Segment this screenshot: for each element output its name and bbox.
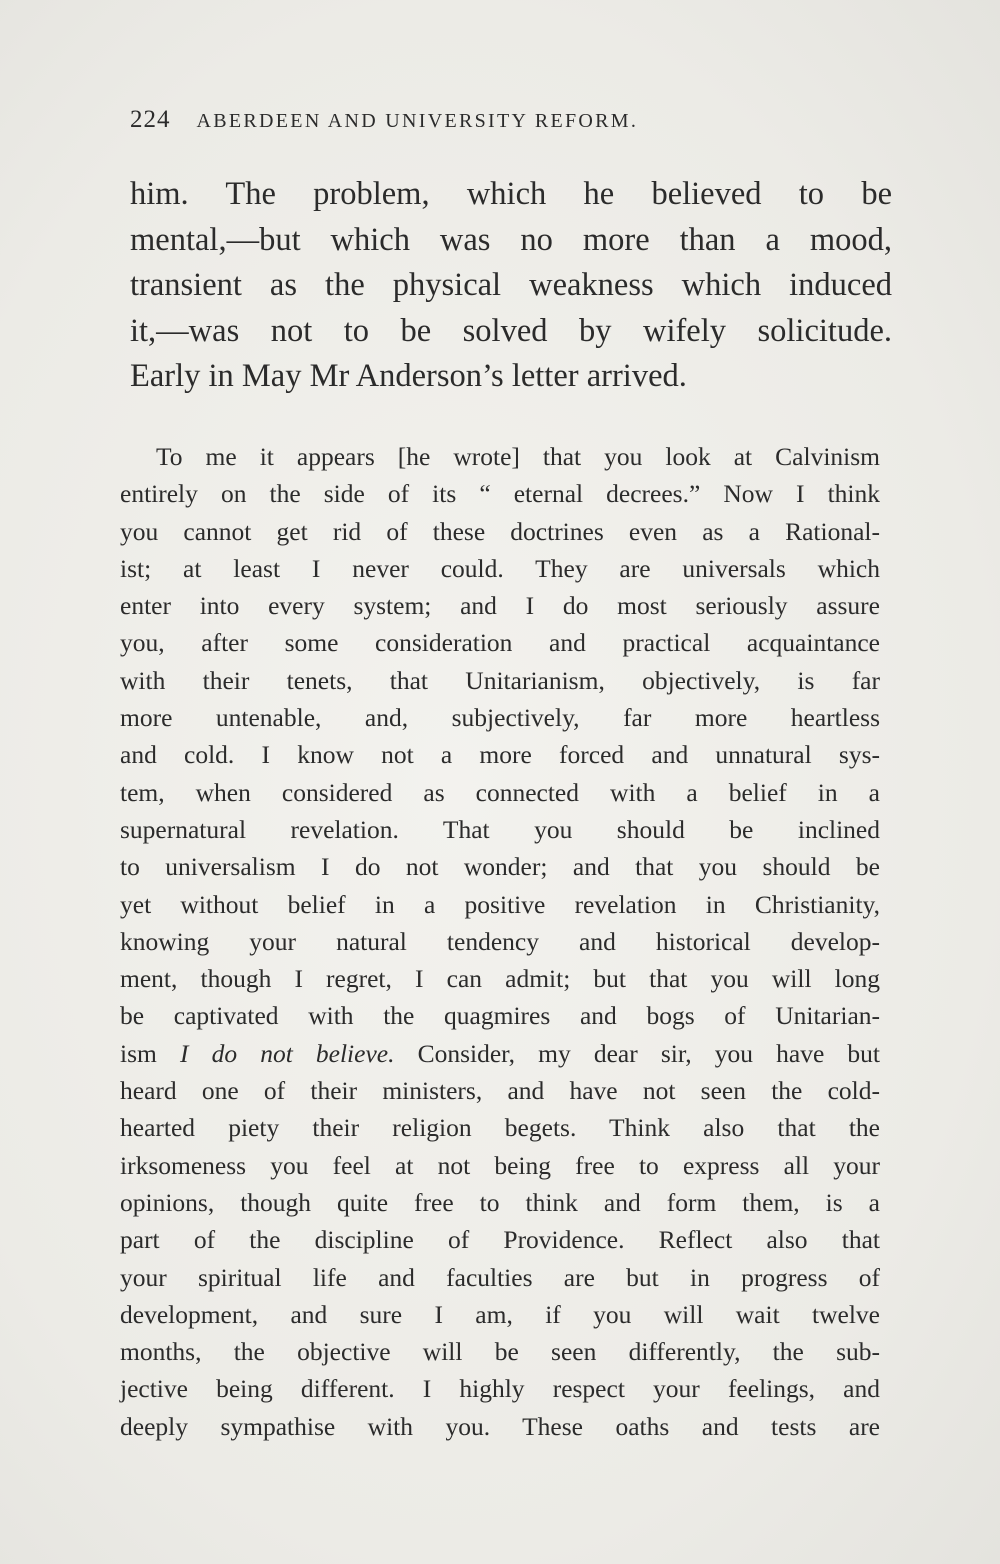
quote-line: more untenable, and, subjectively, far more heartless <box>120 703 880 733</box>
paragraph-line: Early in May Mr Anderson’s letter arrived. <box>130 358 687 394</box>
quote-line: supernatural revelation. That you should be inclined <box>120 814 880 844</box>
quote-line: enter into every system; and I do most seriously assure <box>120 591 880 621</box>
quote-line: months, the objective will be seen differently, the sub- <box>120 1337 880 1367</box>
quote-line: ment, though I regret, I can admit; but that you will long <box>120 964 880 994</box>
quote-line: jective being different. I highly respect your feelings, and <box>120 1374 880 1404</box>
quote-text: Consider, my dear sir, you have but <box>394 1038 881 1068</box>
quote-line: yet without belief in a positive revelation in Christianity, <box>120 889 880 919</box>
quote-line: heard one of their ministers, and have not seen the cold- <box>120 1076 880 1106</box>
quote-line: to universalism I do not wonder; and that you should be <box>120 852 880 882</box>
quote-line: you, after some consideration and practical acquaintance <box>120 628 880 658</box>
quote-line: part of the discipline of Providence. Reflect also that <box>120 1225 880 1255</box>
paragraph-line: transient as the physical weakness which induced <box>130 267 892 303</box>
quote-line: To me it appears [he wrote] that you look at Calvinism <box>156 442 880 471</box>
italic-emphasis: I do not believe. <box>179 1038 395 1068</box>
running-header <box>130 106 810 146</box>
quote-text: ism <box>120 1038 180 1068</box>
quote-line: and cold. I know not a more forced and unnatural sys- <box>120 740 880 770</box>
page-number: 224 <box>130 106 171 133</box>
narrative-paragraph <box>130 172 892 400</box>
quote-line: opinions, though quite free to think and form them, is a <box>120 1187 880 1217</box>
quoted-letter <box>120 438 880 1445</box>
paragraph-line: it,—was not to be solved by wifely solicitude. <box>130 312 892 349</box>
quote-line: with their tenets, that Unitarianism, objectively, is far <box>120 665 880 695</box>
quote-line: deeply sympathise with you. These oaths and tests are <box>120 1411 880 1441</box>
quote-line: ist; at least I never could. They are universals which <box>120 553 880 583</box>
quote-line-italic <box>120 1035 880 1072</box>
quote-line: hearted piety their religion begets. Think also that the <box>120 1113 880 1143</box>
quote-line: irksomeness you feel at not being free to express all your <box>120 1150 880 1180</box>
quote-line: knowing your natural tendency and historical develop- <box>120 926 880 956</box>
quote-line: tem, when considered as connected with a belief in a <box>120 777 880 807</box>
quote-line: your spiritual life and faculties are but in progress of <box>120 1262 880 1292</box>
paragraph-line: mental,—but which was no more than a mood, <box>130 221 892 258</box>
quote-line: you cannot get rid of these doctrines even as a Rational- <box>120 516 880 546</box>
quote-line: development, and sure I am, if you will wait twelve <box>120 1299 880 1329</box>
paragraph-line: him. The problem, which he believed to be <box>130 176 892 212</box>
quote-line: be captivated with the quagmires and bogs of Unitarian- <box>120 1001 880 1031</box>
quote-line: entirely on the side of its “ eternal decrees.” Now I think <box>120 479 880 509</box>
running-title: ABERDEEN AND UNIVERSITY REFORM. <box>196 110 639 132</box>
